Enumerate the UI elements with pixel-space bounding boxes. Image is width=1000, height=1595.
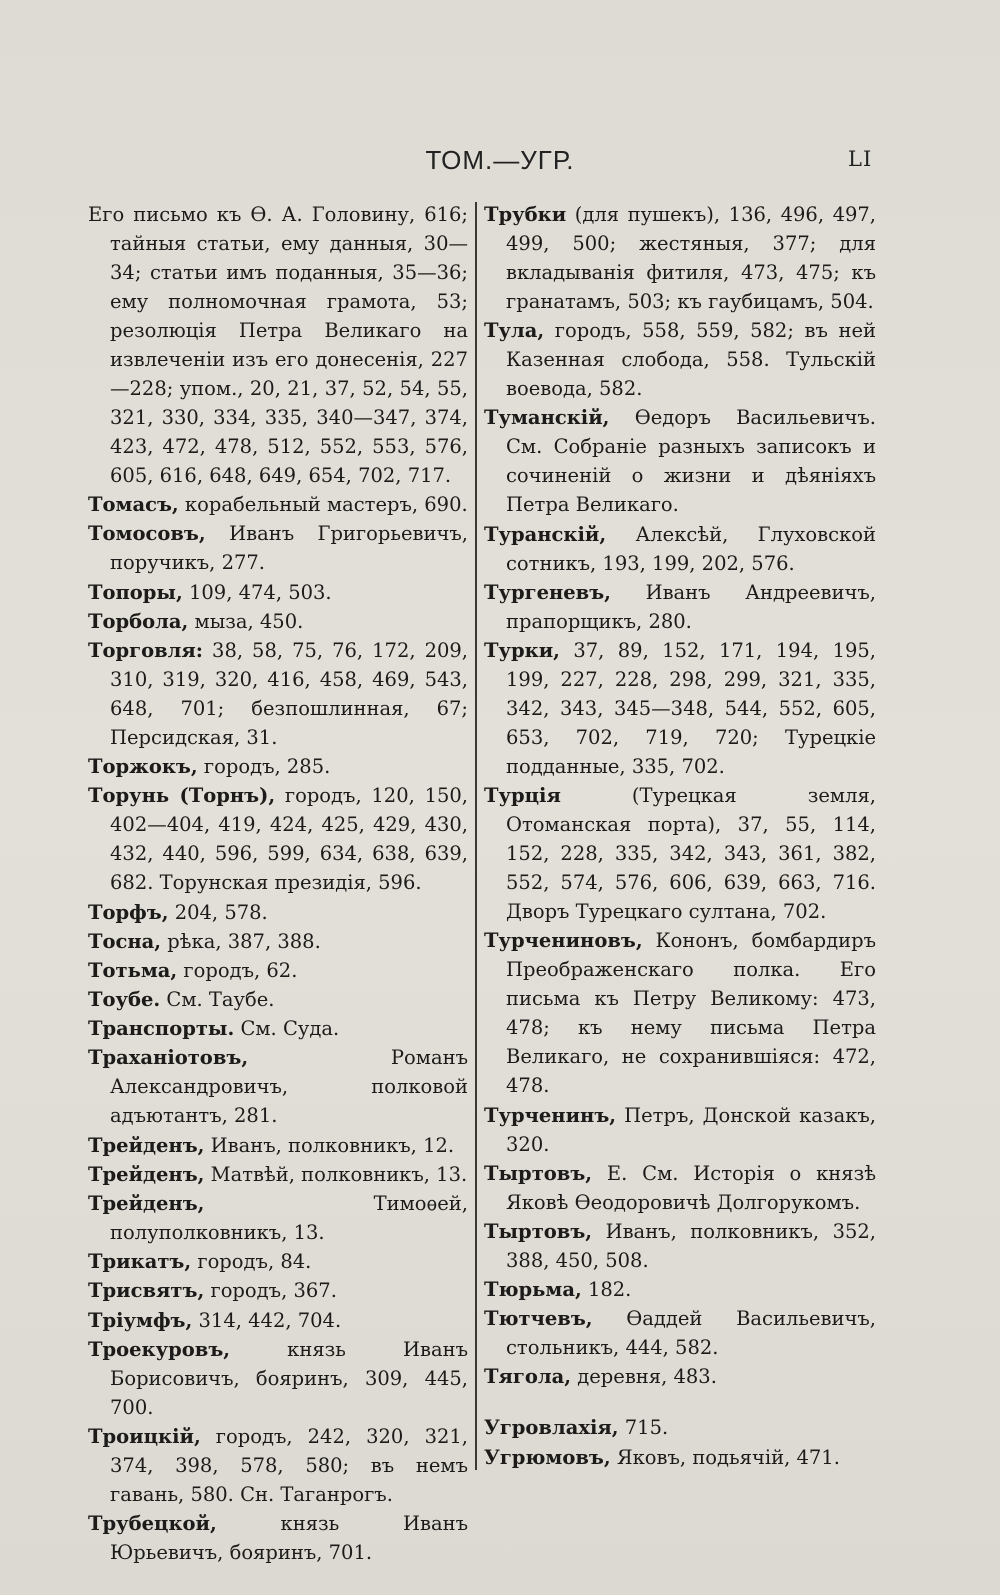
index-entry: Тула, городъ, 558, 559, 582; въ ней Казенная слобода, 558. Тульскій воевода, 582.: [484, 319, 876, 401]
index-entry: Трисвятъ, городъ, 367.: [88, 1279, 337, 1303]
index-entry: Угровлахія, 715.: [484, 1416, 669, 1440]
index-entry: Трубецкой, князь Иванъ Юрьевичъ, бояринъ, 701.: [88, 1512, 468, 1565]
index-entry: Туранскій, Алексѣй, Глуховской сотникъ, 193, 199, 202, 576.: [484, 522, 876, 575]
index-entry: Тягола, деревня, 483.: [484, 1365, 717, 1389]
index-entry: Тургеневъ, Иванъ Андреевичъ, прапорщикъ, 280.: [484, 580, 876, 633]
index-entry: Туманскій, Ѳедоръ Васильевичъ. См. Собраніе разныхъ записокъ и сочиненій о жизни и дѣяніяхъ Петра Великаго.: [484, 406, 876, 517]
index-entry: Трикатъ, городъ, 84.: [88, 1250, 312, 1274]
index-entry: Торговля: 38, 58, 75, 76, 172, 209, 310, 319, 320, 416, 458, 469, 543, 648, 701; безпошлинная, 67; Персидская, 31.: [88, 638, 468, 749]
index-entry: Троекуровъ, князь Иванъ Борисовичъ, бояринъ, 309, 445, 700.: [88, 1337, 468, 1419]
index-entry: Трейденъ, Тимоѳей, полуполковникъ, 13.: [88, 1192, 468, 1244]
page-number: LI: [848, 147, 873, 171]
index-entry: Торжокъ, городъ, 285.: [88, 755, 331, 779]
index-entry: Угрюмовъ, Яковъ, подьячій, 471.: [484, 1445, 840, 1469]
index-entry: Торбола, мыза, 450.: [88, 609, 304, 633]
index-entry: Тыртовъ, Иванъ, полковникъ, 352, 388, 450, 508.: [484, 1219, 876, 1272]
index-entry: Турченинъ, Петръ, Донской казакъ, 320.: [484, 1103, 876, 1156]
index-entry: Томосовъ, Иванъ Григорьевичъ, поручикъ, 277.: [88, 522, 468, 575]
index-entry: Тосна, рѣка, 387, 388.: [88, 929, 321, 953]
index-entry: Торфъ, 204, 578.: [88, 900, 268, 924]
index-entry: Торунь (Торнъ), городъ, 120, 150, 402—404, 419, 424, 425, 429, 430, 432, 440, 596, 599, 634, 638, 639, 682. Торунская президія, 596.: [88, 784, 468, 895]
index-entry: Томасъ, корабельный мастеръ, 690.: [88, 493, 468, 517]
column-divider: [475, 202, 477, 1470]
index-entry: Тріумфъ, 314, 442, 704.: [88, 1308, 342, 1332]
index-entry: Топоры, 109, 474, 503.: [88, 580, 332, 604]
index-entry: Тыртовъ, Е. См. Исторія о князѣ Яковѣ Ѳеодоровичѣ Долгорукомъ.: [484, 1161, 876, 1214]
index-entry: Тютчевъ, Ѳаддей Васильевичъ, стольникъ, 444, 582.: [484, 1307, 876, 1360]
index-entry: Турчениновъ, Кононъ, бомбардиръ Преображенскаго полка. Его письма къ Петру Великому: 473, 478; къ нему письма Петра Великаго, не сохранившіяся: 472, 478.: [484, 929, 876, 1098]
left-column: [88, 200, 468, 1567]
index-entry: Трубки (для пушекъ), 136, 496, 497, 499, 500; жестяныя, 377; для вкладыванія фитиля, 473, 475; къ гранатамъ, 503; къ гаубицамъ, 504.: [484, 203, 876, 313]
right-column: [484, 200, 876, 1472]
index-entry: Траханіотовъ, Романъ Александровичъ, полковой адъютантъ, 281.: [88, 1046, 468, 1128]
index-entry: Турція (Турецкая земля, Отоманская порта), 37, 55, 114, 152, 228, 335, 342, 343, 361, 382, 552, 574, 576, 606, 639, 663, 716. Дворъ Турецкаго султана, 702.: [484, 784, 876, 924]
index-entry: Троицкій, городъ, 242, 320, 321, 374, 398, 578, 580; въ немъ гавань, 580. Сн. Таганрогъ.: [88, 1424, 468, 1506]
index-entry: Его письмо къ Ѳ. А. Головину, 616; тайныя статьи, ему данныя, 30—34; статьи имъ поданныя, 35—36; ему полномочная грамота, 53; резолюція Петра Великаго на извлеченіи изъ его донесенія, 227—228; упом., 20, 21, 37, 52, 54, 55, 321, 330, 334, 335, 340—347, 374, 423, 472, 478, 512, 552, 553, 576, 605, 616, 648, 649, 654, 702, 717.: [88, 203, 468, 487]
index-entry: Тоубе. См. Таубе.: [88, 988, 275, 1012]
index-entry: Транспорты. См. Суда.: [88, 1017, 340, 1041]
index-entry: Турки, 37, 89, 152, 171, 194, 195, 199, 227, 228, 298, 299, 321, 335, 342, 343, 345—348, 544, 552, 605, 653, 702, 719, 720; Турецкіе подданные, 335, 702.: [484, 638, 876, 778]
index-entry: Трейденъ, Иванъ, полковникъ, 12.: [88, 1133, 455, 1157]
index-entry: Тотьма, городъ, 62.: [88, 958, 298, 982]
index-entry: Тюрьма, 182.: [484, 1278, 632, 1302]
index-entry: Трейденъ, Матвѣй, полковникъ, 13.: [88, 1162, 468, 1186]
running-head: ТОМ.—УГР.: [425, 145, 575, 175]
